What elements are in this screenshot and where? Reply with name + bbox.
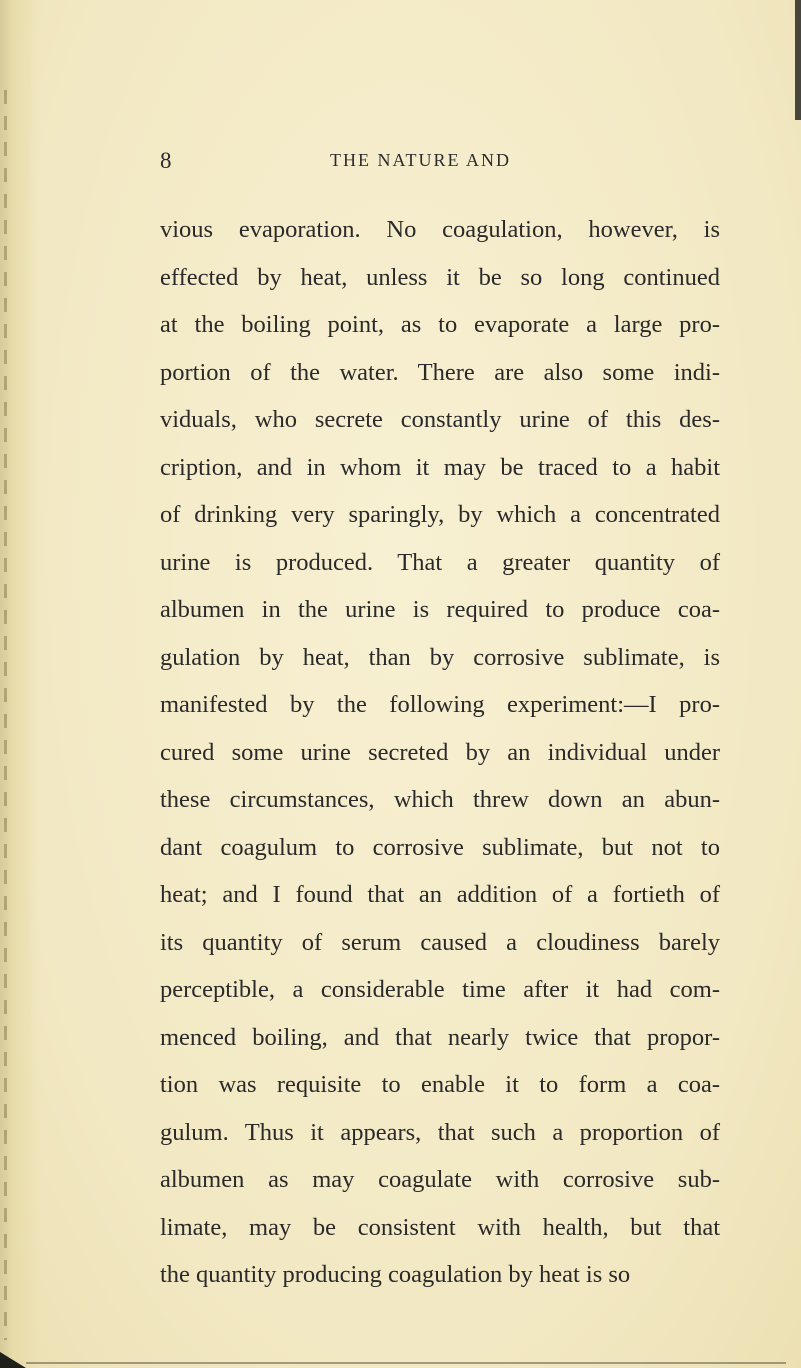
text-line: dant coagulum to corrosive sublimate, but not to <box>160 833 720 861</box>
text-line: portion of the water. There are also some indi- <box>160 358 720 386</box>
text-line: its quantity of serum caused a cloudiness barely <box>160 928 720 956</box>
scan-corner-mark <box>0 1352 26 1368</box>
text-line: effected by heat, unless it be so long continued <box>160 263 720 291</box>
page-number: 8 <box>160 148 173 173</box>
text-line: these circumstances, which threw down an abun- <box>160 786 720 813</box>
text-line: gulum. Thus it appears, that such a proportion of <box>160 1118 720 1146</box>
text-line: urine is produced. That a greater quantity of <box>160 548 720 576</box>
text-line: viduals, who secrete constantly urine of this des- <box>160 406 720 433</box>
text-line: albumen as may coagulate with corrosive sub- <box>160 1166 720 1193</box>
scan-bottom-edge <box>26 1362 786 1364</box>
scan-edge-mark <box>795 0 801 120</box>
text-line: cured some urine secreted by an individual under <box>160 738 720 766</box>
text-line: perceptible, a considerable time after it had com- <box>160 976 720 1003</box>
text-line: albumen in the urine is required to produce coa- <box>160 596 720 623</box>
text-line: menced boiling, and that nearly twice that propor- <box>160 1023 720 1051</box>
body-text <box>160 206 720 1299</box>
text-line: heat; and I found that an addition of a fortieth of <box>160 881 720 908</box>
text-line: limate, may be consistent with health, but that <box>160 1213 720 1241</box>
binding-shadow-line <box>4 90 7 1340</box>
text-line: cription, and in whom it may be traced to a habit <box>160 453 720 481</box>
text-line: of drinking very sparingly, by which a concentrated <box>160 501 720 528</box>
text-line: manifested by the following experiment:—I pro- <box>160 691 720 718</box>
text-line: gulation by heat, than by corrosive sublimate, is <box>160 643 720 671</box>
text-line: vious evaporation. No coagulation, however, is <box>160 216 720 243</box>
page-header <box>160 148 720 178</box>
text-line: tion was requisite to enable it to form a coa- <box>160 1071 720 1098</box>
running-head: THE NATURE AND <box>330 150 511 170</box>
text-line: at the boiling point, as to evaporate a large pro- <box>160 311 720 338</box>
text-line: the quantity producing coagulation by heat is so <box>160 1261 631 1288</box>
